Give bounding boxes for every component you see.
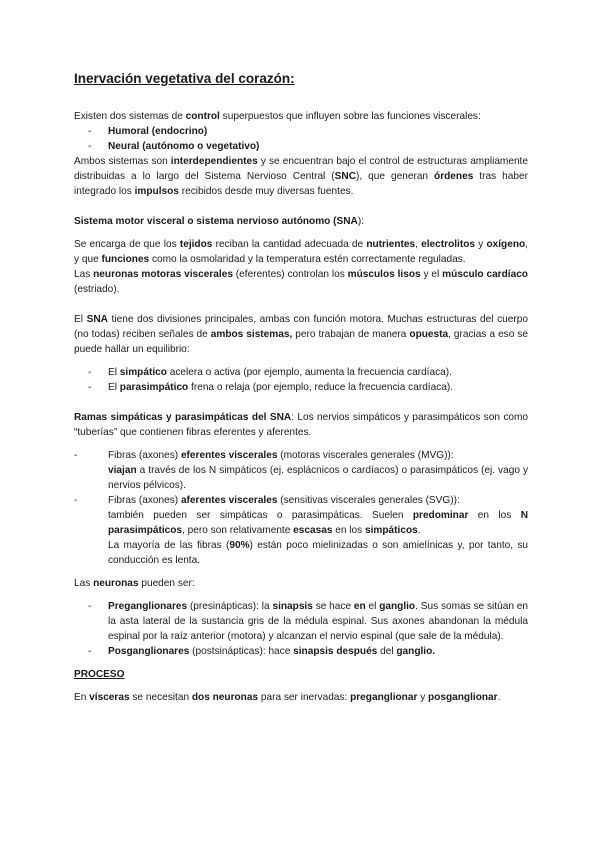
list-item: - Fibras (axones) eferentes viscerales (motoras viscerales generales (MVG)): viajan a través de los N simpáticos (ej. esplácnicos o cardíacos) o parasimpáticos (ej. vago y nervios pélvicos). (74, 448, 528, 493)
intro-paragraph: Ambos sistemas son interdependientes y se encuentran bajo el control de estructuras ampliamente distribuidas a lo largo del Sistema Nervioso Central (SNC), que generan órdenes tras haber integrado los impulsos recibidos desde muy diversas fuentes. (74, 156, 528, 197)
page-title: Inervación vegetativa del corazón: (74, 71, 295, 86)
sna-paragraph-2: Las neuronas motoras viscerales (eferentes) controlan los músculos lisos y el músculo cardíaco (estriado). (74, 269, 528, 295)
list-item: - Humoral (endocrino) (74, 124, 528, 139)
list-item: - Neural (autónomo o vegetativo) (74, 139, 528, 154)
document-page (74, 70, 528, 705)
neurons-paragraph: Las neuronas pueden ser: (74, 578, 195, 589)
divisions-list (74, 365, 528, 395)
process-heading: PROCESO (74, 669, 125, 680)
divisions-paragraph: El SNA tiene dos divisiones principales, ambas con función motora. Muchas estructuras del cuerpo (no todas) reciben señales de ambos sistemas, pero trabajan de manera opuesta, gracias a eso se puede hallar un equilibrio: (74, 314, 529, 355)
list-item: - Posganglionares (postsinápticas): hace sinapsis después del ganglio. (74, 644, 528, 659)
intro-list (74, 124, 528, 154)
list-item: - El simpático acelera o activa (por ejemplo, aumenta la frecuencia cardíaca). (74, 365, 528, 380)
branches-paragraph: Ramas simpáticas y parasimpáticas del SNA: Los nervios simpáticos y parasimpáticos son como “tuberías” que contienen fibras eferentes y aferentes. (74, 412, 529, 438)
sna-paragraph-1: Se encarga de que los tejidos reciban la cantidad adecuada de nutrientes, electrolitos y oxígeno, y que funciones como la osmolaridad y la temperatura estén correctamente reguladas. (74, 239, 528, 265)
list-item: - Fibras (axones) aferentes viscerales (sensitivas viscerales generales (SVG)): también pueden ser simpáticas o parasimpáticas. Suelen predominar en los N parasimpáticos, pero son relativamente escasas en los simpáticos. La mayoría de las fibras (90%) están poco mielinizadas o son amielínicas y, por tanto, su conducción es lenta. (74, 493, 528, 568)
process-paragraph: En vísceras se necesitan dos neuronas para ser inervadas: preganglionar y posganglionar. (74, 692, 501, 703)
sna-heading: Sistema motor visceral o sistema nervioso autónomo (SNA): (74, 216, 365, 227)
list-item: - Preganglionares (presinápticas): la sinapsis se hace en el ganglio. Sus somas se sitúan en la asta lateral de la sustancia gris de la médula espinal. Sus axones abandonan la médula espinal por la raíz anterior (motora) y alcanzan el nervio espinal (que sale de la médula). (74, 599, 528, 644)
neurons-list (74, 599, 528, 659)
intro-line: Existen dos sistemas de control superpuestos que influyen sobre las funciones viscerales: (74, 111, 481, 122)
branches-list (74, 448, 528, 568)
list-item: - El parasimpático frena o relaja (por ejemplo, reduce la frecuencia cardíaca). (74, 380, 528, 395)
